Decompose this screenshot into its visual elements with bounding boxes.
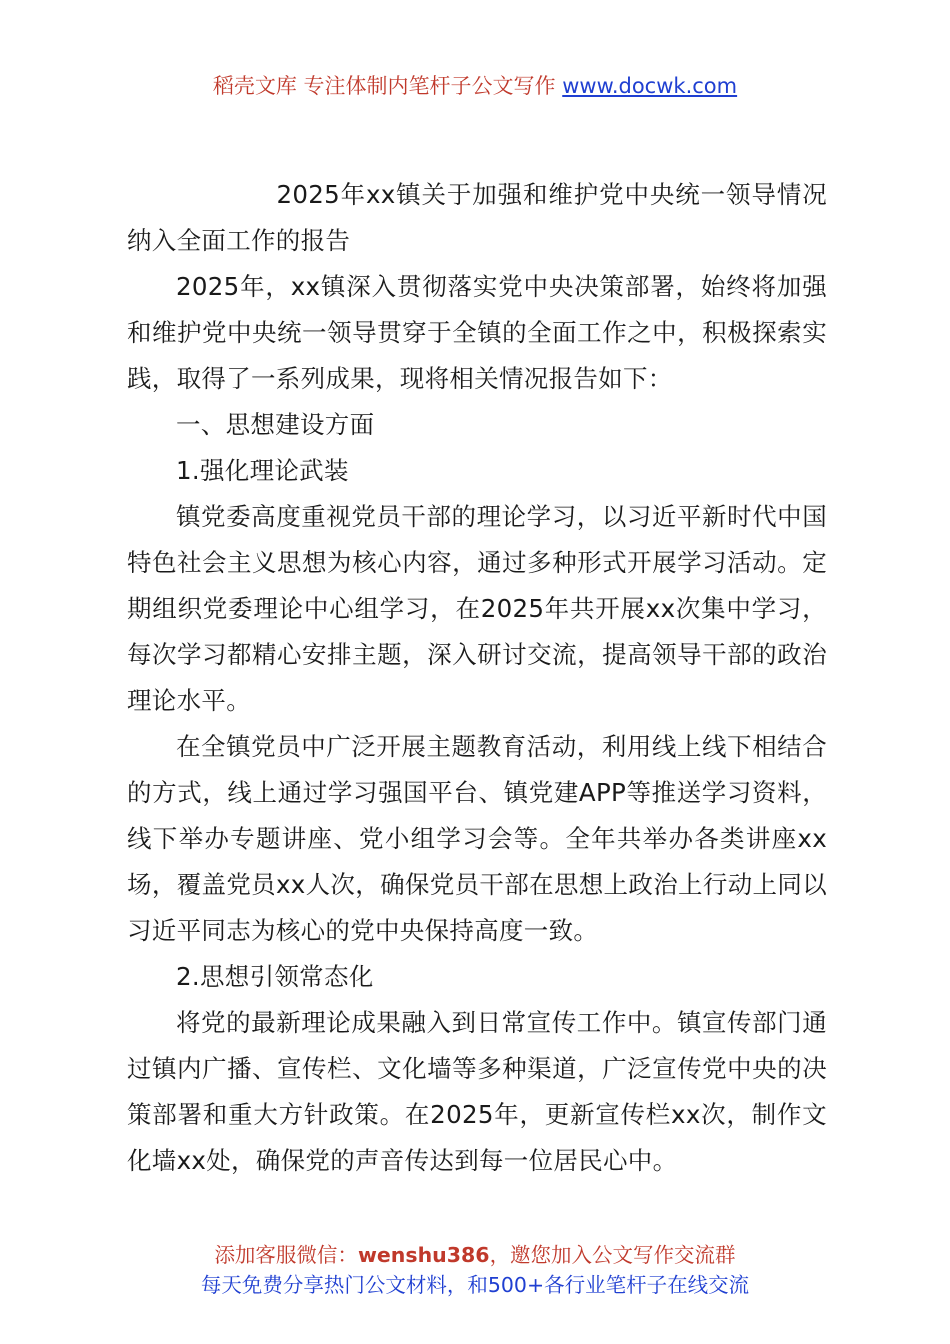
footer-contact-suffix: ，邀您加入公文写作交流群 — [489, 1243, 736, 1267]
page-header — [0, 70, 950, 100]
paragraph: 将党的最新理论成果融入到日常宣传工作中。镇宣传部门通过镇内广播、宣传栏、文化墙等多种渠道，广泛宣传党中央的决策部署和重大方针政策。在2025年，更新宣传栏xx次，制作文化墙xx处，确保党的声音传达到每一位居民心中。 — [127, 1008, 827, 1175]
header-text: 稻壳文库 专注体制内笔杆子公文写作 — [212, 74, 563, 98]
footer-contact-prefix: 添加客服微信： — [214, 1243, 358, 1267]
paragraph: 在全镇党员中广泛开展主题教育活动，利用线上线下相结合的方式，线上通过学习强国平台、镇党建APP等推送学习资料，线下举办专题讲座、党小组学习会等。全年共举办各类讲座xx场，覆盖党员xx人次，确保党员干部在思想上政治上行动上同以习近平同志为核心的党中央保持高度一致。 — [127, 732, 827, 945]
paragraph: 镇党委高度重视党员干部的理论学习，以习近平新时代中国特色社会主义思想为核心内容，通过多种形式开展学习活动。定期组织党委理论中心组学习，在2025年共开展xx次集中学习，每次学习都精心安排主题，深入研讨交流，提高领导干部的政治理论水平。 — [127, 502, 827, 715]
section-heading-1: 一、思想建设方面 — [176, 410, 375, 439]
intro-paragraph: 2025年，xx镇深入贯彻落实党中央决策部署，始终将加强和维护党中央统一领导贯穿于全镇的全面工作之中，积极探索实践，取得了一系列成果，现将相关情况报告如下： — [127, 272, 827, 393]
page-footer — [0, 1240, 950, 1300]
website-link[interactable]: www.docwk.com — [562, 74, 738, 98]
footer-contact-line — [0, 1240, 950, 1270]
footer-share-line: 每天免费分享热门公文材料，和500+各行业笔杆子在线交流 — [200, 1273, 750, 1297]
subsection-heading-2: 2.思想引领常态化 — [176, 962, 374, 991]
document-title: 2025年xx镇关于加强和维护党中央统一领导情况纳入全面工作的报告 — [127, 180, 827, 255]
subsection-heading-1: 1.强化理论武装 — [176, 456, 349, 485]
wechat-id: wenshu386 — [357, 1243, 490, 1267]
document-body — [127, 172, 827, 1184]
